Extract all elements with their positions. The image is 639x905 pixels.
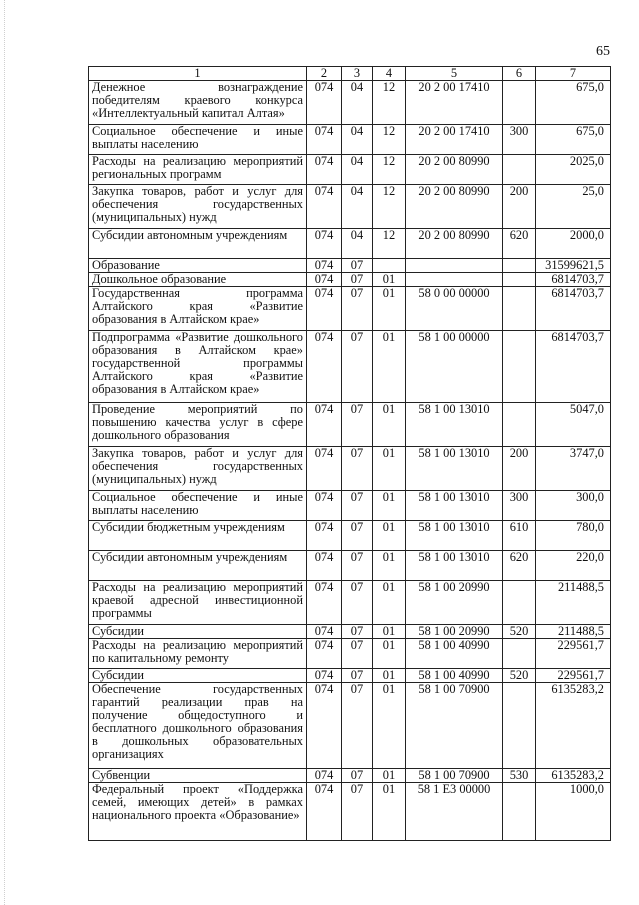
- expense-type-cell: [503, 683, 536, 769]
- subsection-code-cell: 12: [373, 81, 406, 125]
- target-article-cell: 58 1 00 13010: [406, 447, 503, 491]
- amount-cell: 2025,0: [536, 155, 611, 185]
- subsection-code-cell: 01: [373, 273, 406, 287]
- section-code-cell: 04: [342, 229, 373, 259]
- expense-type-cell: 620: [503, 551, 536, 581]
- section-code-cell: 07: [342, 521, 373, 551]
- admin-code-cell: 074: [307, 581, 342, 625]
- amount-cell: 229561,7: [536, 639, 611, 669]
- subsection-code-cell: 01: [373, 491, 406, 521]
- expense-type-cell: [503, 403, 536, 447]
- section-code-cell: 07: [342, 331, 373, 403]
- table-row: [89, 229, 611, 259]
- target-article-cell: 58 1 00 20990: [406, 581, 503, 625]
- subsection-code-cell: 12: [373, 155, 406, 185]
- target-article-cell: 20 2 00 80990: [406, 155, 503, 185]
- subsection-code-cell: 01: [373, 783, 406, 841]
- scan-edge-line: [4, 0, 5, 905]
- admin-code-cell: 074: [307, 125, 342, 155]
- table-row: [89, 185, 611, 229]
- table-row: [89, 669, 611, 683]
- expense-type-cell: [503, 273, 536, 287]
- column-header: 6: [503, 67, 536, 81]
- admin-code-cell: 074: [307, 185, 342, 229]
- row-name-cell: Субвенции: [89, 769, 307, 783]
- section-code-cell: 07: [342, 447, 373, 491]
- target-article-cell: 20 2 00 17410: [406, 81, 503, 125]
- target-article-cell: 58 1 00 40990: [406, 639, 503, 669]
- amount-cell: 6814703,7: [536, 273, 611, 287]
- target-article-cell: 58 1 00 40990: [406, 669, 503, 683]
- target-article-cell: 58 1 00 70900: [406, 769, 503, 783]
- target-article-cell: 20 2 00 80990: [406, 185, 503, 229]
- section-code-cell: 04: [342, 155, 373, 185]
- section-code-cell: 07: [342, 287, 373, 331]
- amount-cell: 211488,5: [536, 625, 611, 639]
- amount-cell: 211488,5: [536, 581, 611, 625]
- amount-cell: 6814703,7: [536, 331, 611, 403]
- subsection-code-cell: 01: [373, 287, 406, 331]
- column-header: 5: [406, 67, 503, 81]
- table-row: [89, 403, 611, 447]
- section-code-cell: 04: [342, 125, 373, 155]
- expense-type-cell: 300: [503, 125, 536, 155]
- admin-code-cell: 074: [307, 639, 342, 669]
- subsection-code-cell: 01: [373, 551, 406, 581]
- amount-cell: 675,0: [536, 125, 611, 155]
- row-name-cell: Расходы на реализацию мероприятий региональных программ: [89, 155, 307, 185]
- row-name-cell: Субсидии: [89, 625, 307, 639]
- section-code-cell: 07: [342, 259, 373, 273]
- target-article-cell: 58 1 00 13010: [406, 491, 503, 521]
- target-article-cell: 58 1 00 13010: [406, 551, 503, 581]
- target-article-cell: [406, 273, 503, 287]
- amount-cell: 780,0: [536, 521, 611, 551]
- subsection-code-cell: [373, 259, 406, 273]
- amount-cell: 220,0: [536, 551, 611, 581]
- amount-cell: 25,0: [536, 185, 611, 229]
- target-article-cell: 58 1 00 20990: [406, 625, 503, 639]
- admin-code-cell: 074: [307, 783, 342, 841]
- section-code-cell: 07: [342, 491, 373, 521]
- amount-cell: 229561,7: [536, 669, 611, 683]
- row-name-cell: Федеральный проект «Поддержка семей, имеющих детей» в рамках национального проекта «Образование»: [89, 783, 307, 841]
- expense-type-cell: 610: [503, 521, 536, 551]
- admin-code-cell: 074: [307, 229, 342, 259]
- row-name-cell: Субсидии: [89, 669, 307, 683]
- target-article-cell: 58 1 00 13010: [406, 521, 503, 551]
- expense-type-cell: [503, 581, 536, 625]
- table-row: [89, 625, 611, 639]
- row-name-cell: Образование: [89, 259, 307, 273]
- subsection-code-cell: 12: [373, 185, 406, 229]
- expense-type-cell: [503, 639, 536, 669]
- row-name-cell: Социальное обеспечение и иные выплаты населению: [89, 491, 307, 521]
- admin-code-cell: 074: [307, 769, 342, 783]
- amount-cell: 675,0: [536, 81, 611, 125]
- row-name-cell: Расходы на реализацию мероприятий по капитальному ремонту: [89, 639, 307, 669]
- section-code-cell: 07: [342, 625, 373, 639]
- admin-code-cell: 074: [307, 287, 342, 331]
- subsection-code-cell: 01: [373, 683, 406, 769]
- admin-code-cell: 074: [307, 403, 342, 447]
- table-row: [89, 769, 611, 783]
- admin-code-cell: 074: [307, 81, 342, 125]
- row-name-cell: Подпрограмма «Развитие дошкольного образования в Алтайском крае» государственной программы Алтайского края «Развитие образования в Алтайском крае»: [89, 331, 307, 403]
- subsection-code-cell: 01: [373, 403, 406, 447]
- amount-cell: 1000,0: [536, 783, 611, 841]
- subsection-code-cell: 12: [373, 229, 406, 259]
- expense-type-cell: 620: [503, 229, 536, 259]
- target-article-cell: 58 1 00 13010: [406, 403, 503, 447]
- admin-code-cell: 074: [307, 491, 342, 521]
- subsection-code-cell: 01: [373, 625, 406, 639]
- target-article-cell: 58 0 00 00000: [406, 287, 503, 331]
- table-row: [89, 155, 611, 185]
- subsection-code-cell: 12: [373, 125, 406, 155]
- row-name-cell: Обеспечение государственных гарантий реализации прав на получение общедоступного и бесплатного дошкольного образования в дошкольных образовательных организациях: [89, 683, 307, 769]
- row-name-cell: Государственная программа Алтайского края «Развитие образования в Алтайском крае»: [89, 287, 307, 331]
- subsection-code-cell: 01: [373, 581, 406, 625]
- subsection-code-cell: 01: [373, 331, 406, 403]
- expense-type-cell: [503, 81, 536, 125]
- table-row: [89, 551, 611, 581]
- section-code-cell: 07: [342, 669, 373, 683]
- column-header: 2: [307, 67, 342, 81]
- table-row: [89, 783, 611, 841]
- section-code-cell: 04: [342, 185, 373, 229]
- subsection-code-cell: 01: [373, 769, 406, 783]
- table-row: [89, 331, 611, 403]
- table-header-row: [89, 67, 611, 81]
- table-row: [89, 521, 611, 551]
- amount-cell: 6135283,2: [536, 769, 611, 783]
- admin-code-cell: 074: [307, 447, 342, 491]
- amount-cell: 300,0: [536, 491, 611, 521]
- admin-code-cell: 074: [307, 259, 342, 273]
- amount-cell: 3747,0: [536, 447, 611, 491]
- column-header: 7: [536, 67, 611, 81]
- row-name-cell: Расходы на реализацию мероприятий краевой адресной инвестиционной программы: [89, 581, 307, 625]
- expense-type-cell: 300: [503, 491, 536, 521]
- target-article-cell: 58 1 00 70900: [406, 683, 503, 769]
- section-code-cell: 07: [342, 783, 373, 841]
- table-body: [89, 67, 611, 841]
- expense-type-cell: 520: [503, 669, 536, 683]
- row-name-cell: Социальное обеспечение и иные выплаты населению: [89, 125, 307, 155]
- section-code-cell: 07: [342, 769, 373, 783]
- expense-type-cell: 530: [503, 769, 536, 783]
- section-code-cell: 04: [342, 81, 373, 125]
- table-row: [89, 259, 611, 273]
- amount-cell: 6135283,2: [536, 683, 611, 769]
- section-code-cell: 07: [342, 403, 373, 447]
- section-code-cell: 07: [342, 683, 373, 769]
- amount-cell: 5047,0: [536, 403, 611, 447]
- expense-type-cell: [503, 155, 536, 185]
- row-name-cell: Субсидии бюджетным учреждениям: [89, 521, 307, 551]
- row-name-cell: Проведение мероприятий по повышению качества услуг в сфере дошкольного образования: [89, 403, 307, 447]
- admin-code-cell: 074: [307, 155, 342, 185]
- section-code-cell: 07: [342, 639, 373, 669]
- expense-type-cell: 520: [503, 625, 536, 639]
- admin-code-cell: 074: [307, 331, 342, 403]
- table-row: [89, 639, 611, 669]
- subsection-code-cell: 01: [373, 447, 406, 491]
- subsection-code-cell: 01: [373, 669, 406, 683]
- admin-code-cell: 074: [307, 625, 342, 639]
- expense-type-cell: [503, 331, 536, 403]
- admin-code-cell: 074: [307, 683, 342, 769]
- section-code-cell: 07: [342, 551, 373, 581]
- row-name-cell: Дошкольное образование: [89, 273, 307, 287]
- amount-cell: 2000,0: [536, 229, 611, 259]
- admin-code-cell: 074: [307, 521, 342, 551]
- expense-type-cell: [503, 287, 536, 331]
- row-name-cell: Денежное вознаграждение победителям краевого конкурса «Интеллектуальный капитал Алтая»: [89, 81, 307, 125]
- subsection-code-cell: 01: [373, 639, 406, 669]
- column-header: 1: [89, 67, 307, 81]
- table-row: [89, 125, 611, 155]
- target-article-cell: [406, 259, 503, 273]
- expense-type-cell: 200: [503, 185, 536, 229]
- subsection-code-cell: 01: [373, 521, 406, 551]
- table-row: [89, 287, 611, 331]
- target-article-cell: 20 2 00 17410: [406, 125, 503, 155]
- amount-cell: 31599621,5: [536, 259, 611, 273]
- column-header: 3: [342, 67, 373, 81]
- table-row: [89, 581, 611, 625]
- expense-type-cell: 200: [503, 447, 536, 491]
- page-number: 65: [596, 44, 610, 59]
- column-header: 4: [373, 67, 406, 81]
- table-row: [89, 81, 611, 125]
- table-row: [89, 447, 611, 491]
- row-name-cell: Закупка товаров, работ и услуг для обеспечения государственных (муниципальных) нужд: [89, 185, 307, 229]
- target-article-cell: 58 1 Е3 00000: [406, 783, 503, 841]
- amount-cell: 6814703,7: [536, 287, 611, 331]
- target-article-cell: 20 2 00 80990: [406, 229, 503, 259]
- expense-type-cell: [503, 783, 536, 841]
- admin-code-cell: 074: [307, 551, 342, 581]
- expense-type-cell: [503, 259, 536, 273]
- row-name-cell: Субсидии автономным учреждениям: [89, 229, 307, 259]
- section-code-cell: 07: [342, 581, 373, 625]
- admin-code-cell: 074: [307, 273, 342, 287]
- table-row: [89, 273, 611, 287]
- section-code-cell: 07: [342, 273, 373, 287]
- admin-code-cell: 074: [307, 669, 342, 683]
- target-article-cell: 58 1 00 00000: [406, 331, 503, 403]
- budget-table: [88, 66, 611, 841]
- row-name-cell: Субсидии автономным учреждениям: [89, 551, 307, 581]
- row-name-cell: Закупка товаров, работ и услуг для обеспечения государственных (муниципальных) нужд: [89, 447, 307, 491]
- table-row: [89, 491, 611, 521]
- table-row: [89, 683, 611, 769]
